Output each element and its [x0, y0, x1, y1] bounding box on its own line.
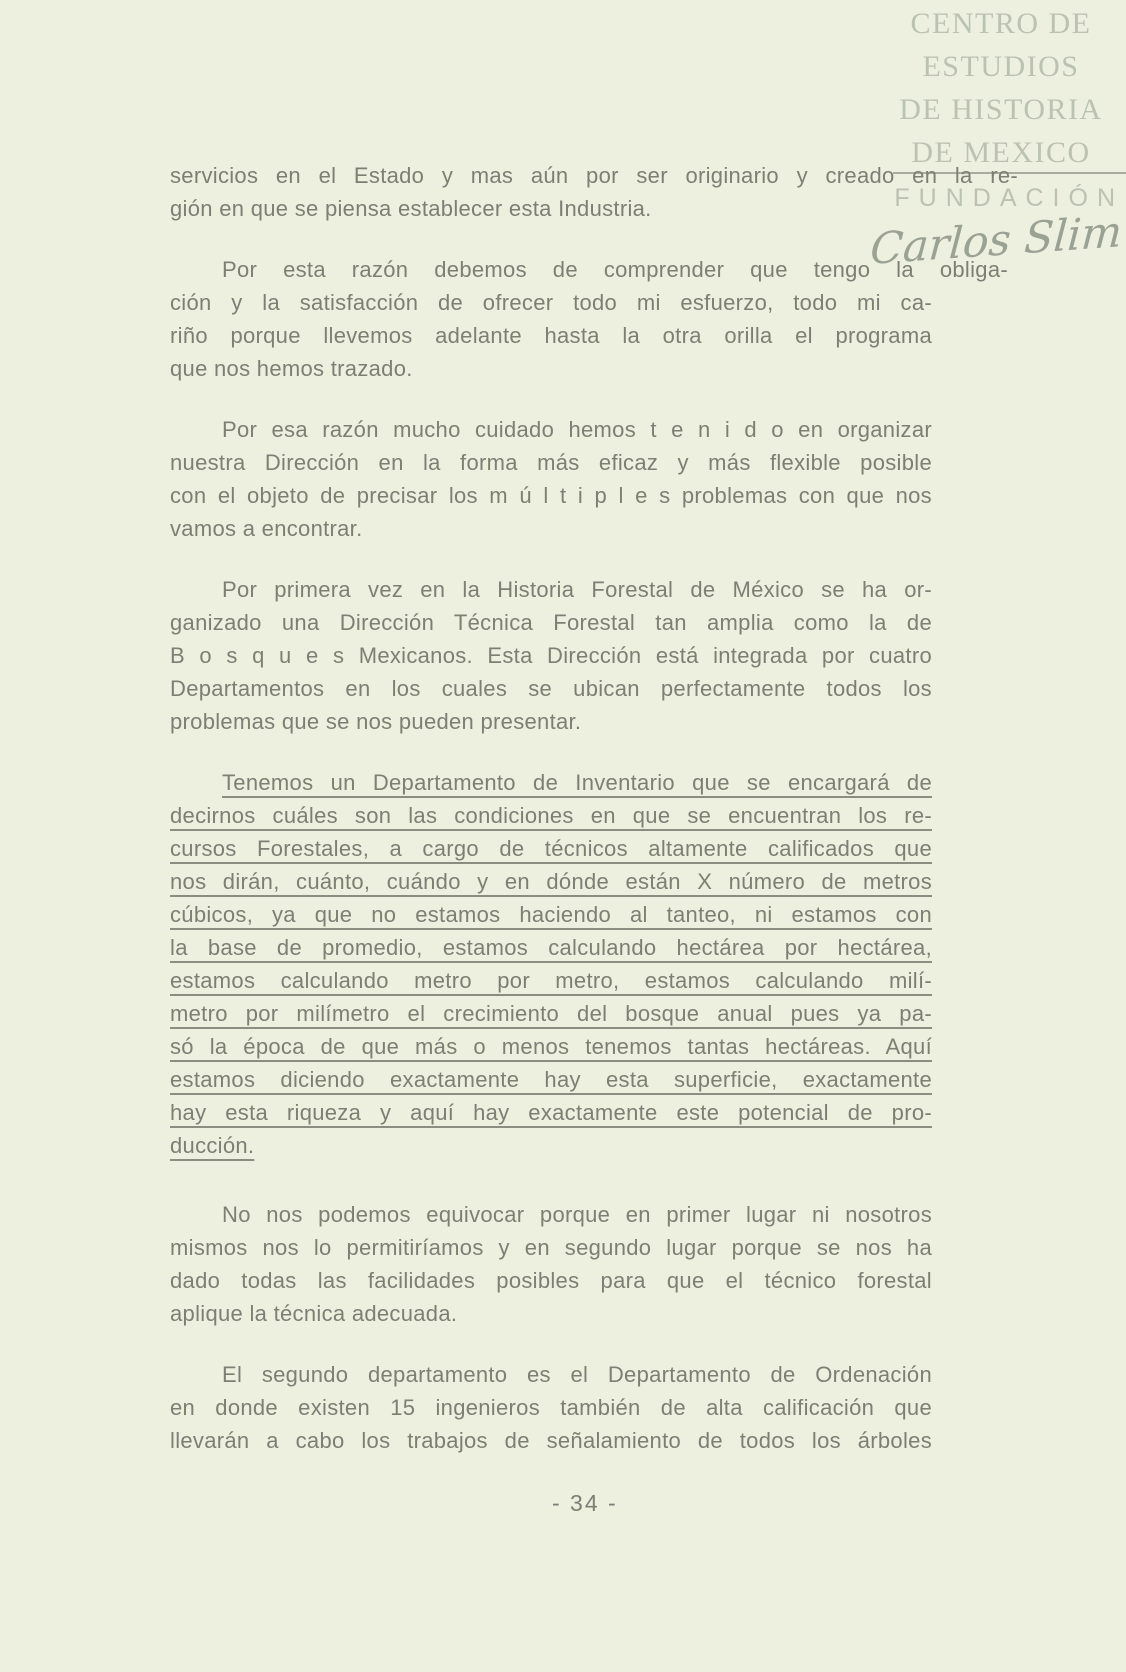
text-line: que nos hemos trazado. — [170, 356, 413, 381]
text-line: riño porque llevemos adelante hasta la otra orilla el programa — [170, 323, 932, 348]
text-line: problemas que se nos pueden presentar. — [170, 709, 582, 734]
text-line: nos dirán, cuánto, cuándo y en dónde están X número de metros — [170, 869, 932, 894]
text-line: dado todas las facilidades posibles para que el técnico forestal — [170, 1268, 932, 1293]
text-line: ducción. — [170, 1129, 932, 1162]
text-line: B o s q u e s Mexicanos. Esta Dirección está integrada por cuatro — [170, 643, 932, 668]
text-line: vamos a encontrar. — [170, 516, 363, 541]
text-line: cursos Forestales, a cargo de técnicos altamente calificados que — [170, 836, 932, 861]
text-line: llevarán a cabo los trabajos de señalamiento de todos los árboles — [170, 1428, 932, 1453]
text-line: Tenemos un Departamento de Inventario que se encargará de — [222, 770, 932, 795]
text-line: hay esta riqueza y aquí hay exactamente este potencial de pro- — [170, 1100, 932, 1125]
text-line: El segundo departamento es el Departamento de Ordenación — [222, 1362, 932, 1387]
watermark-foundation: FUNDACIÓN — [894, 184, 1124, 212]
text-line: en donde existen 15 ingenieros también de alta calificación que — [170, 1395, 932, 1420]
text-line: la base de promedio, estamos calculando hectárea por hectárea, — [170, 935, 932, 960]
text-line: ción y la satisfacción de ofrecer todo mi esfuerzo, todo mi ca- — [170, 290, 932, 315]
text-line: Departamentos en los cuales se ubican perfectamente todos los — [170, 676, 932, 701]
text-line: metro por milímetro el crecimiento del bosque anual pues ya pa- — [170, 1001, 932, 1026]
watermark-line: CENTRO DE — [910, 7, 1092, 40]
watermark-title — [876, 2, 1126, 174]
text-line: mismos nos lo permitiríamos y en segundo lugar porque se nos ha — [170, 1235, 932, 1260]
text-line: servicios en el Estado y mas aún por ser originario y creado en la re- — [170, 163, 1018, 188]
text-line: estamos calculando metro por metro, estamos calculando milí- — [170, 968, 932, 993]
text-line: só la época de que más o menos tenemos tantas hectáreas. Aquí — [170, 1034, 932, 1059]
text-line: con el objeto de precisar los m ú l t i p l e s problemas con que nos — [170, 483, 932, 508]
paragraph-4 — [170, 573, 932, 738]
text-line: estamos diciendo exactamente hay esta superficie, exactamente — [170, 1067, 932, 1092]
text-line: Por esa razón mucho cuidado hemos t e n i d o en organizar — [222, 417, 932, 442]
text-line: cúbicos, ya que no estamos haciendo al tanteo, ni estamos con — [170, 902, 932, 927]
text-line: aplique la técnica adecuada. — [170, 1301, 458, 1326]
paragraph-5 — [170, 766, 932, 1162]
paragraph-2 — [170, 253, 1008, 385]
text-line: decirnos cuáles son las condiciones en que se encuentran los re- — [170, 803, 932, 828]
watermark-line: DE HISTORIA — [899, 93, 1103, 126]
page-number: - 34 - — [552, 1490, 618, 1516]
carlos-slim-signature: Carlos Slim — [868, 207, 1124, 275]
watermark-line: DE MEXICO — [911, 136, 1091, 169]
paragraph-7 — [170, 1358, 932, 1457]
watermark-line: ESTUDIOS — [922, 50, 1080, 83]
text-line: Por primera vez en la Historia Forestal de México se ha or- — [222, 577, 932, 602]
text-line: No nos podemos equivocar porque en primer lugar ni nosotros — [222, 1202, 932, 1227]
paragraph-3 — [170, 413, 932, 545]
paragraph-6 — [170, 1198, 932, 1330]
text-line: gión en que se piensa establecer esta Industria. — [170, 196, 652, 221]
text-line: Por esta razón debemos de comprender que tengo la obliga- — [222, 257, 1008, 282]
text-line: ganizado una Dirección Técnica Forestal tan amplia como la de — [170, 610, 932, 635]
text-line: nuestra Dirección en la forma más eficaz y más flexible posible — [170, 450, 932, 475]
